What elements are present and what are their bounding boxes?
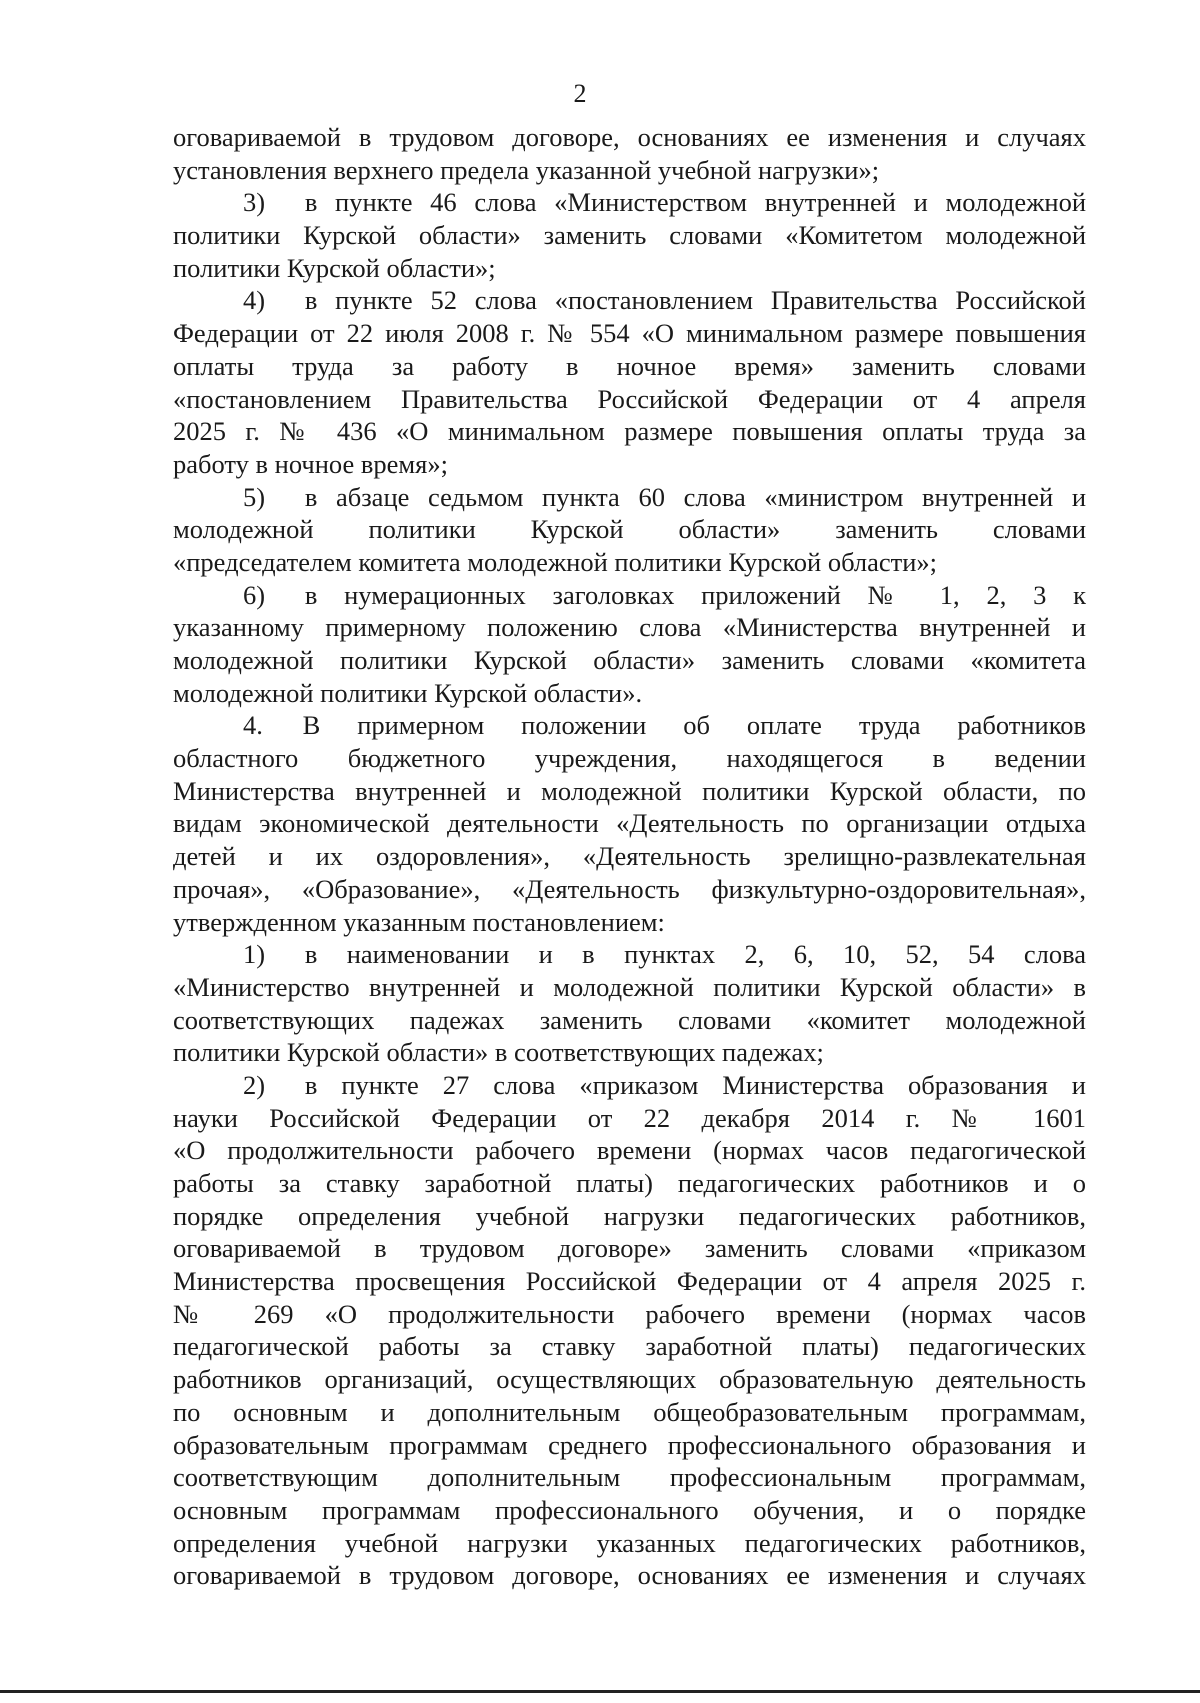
text-line: утвержденном указанным постановлением: [173, 906, 665, 937]
text-line: детей и их оздоровления», «Деятельность зрелищно-развлекательная [173, 841, 1086, 872]
text-line: политики Курской области»; [173, 252, 496, 283]
text-line: указанному примерному положению слова «Министерства внутренней и [173, 612, 1086, 643]
text-line: 1) в наименовании и в пунктах 2, 6, 10, 52, 54 слова [243, 939, 1086, 970]
text-line: 4) в пункте 52 слова «постановлением Правительства Российской [243, 285, 1086, 316]
text-line: науки Российской Федерации от 22 декабря 2014 г. № 1601 [173, 1102, 1086, 1133]
text-line: работы за ставку заработной платы) педагогических работников и о [173, 1168, 1086, 1198]
text-line: политики Курской области» в соответствующих падежах; [173, 1037, 824, 1068]
text-line: образовательным программам среднего профессионального образования и [173, 1429, 1086, 1460]
text-line: работников организаций, осуществляющих образовательную деятельность [173, 1364, 1086, 1395]
text-line: порядке определения учебной нагрузки педагогических работников, [173, 1200, 1086, 1231]
text-line: политики Курской области» заменить словами «Комитетом молодежной [173, 220, 1086, 251]
document-body [173, 121, 1086, 1592]
text-line: молодежной политики Курской области» заменить словами [173, 514, 1086, 545]
text-line: определения учебной нагрузки указанных педагогических работников, [173, 1527, 1086, 1558]
text-line: оговариваемой в трудовом договоре» заменить словами «приказом [173, 1233, 1086, 1264]
text-line: оговариваемой в трудовом договоре, основаниях ее изменения и случаях [173, 122, 1086, 152]
text-line: 6) в нумерационных заголовках приложений № 1, 2, 3 к [243, 579, 1086, 610]
page-bottom-edge [0, 1690, 1200, 1693]
text-line: «председателем комитета молодежной политики Курской области»; [173, 546, 938, 577]
text-line: работу в ночное время»; [173, 448, 448, 479]
text-line: областного бюджетного учреждения, находящегося в ведении [173, 743, 1086, 774]
text-line: установления верхнего предела указанной учебной нагрузки»; [173, 154, 880, 185]
text-line: 3) в пункте 46 слова «Министерством внутренней и молодежной [243, 187, 1086, 218]
text-line: «О продолжительности рабочего времени (нормах часов педагогической [173, 1135, 1086, 1166]
text-line: 2025 г. № 436 «О минимальном размере повышения оплаты труда за [173, 416, 1086, 447]
text-line: Федерации от 22 июля 2008 г. № 554 «О минимальном размере повышения [173, 318, 1086, 349]
page-number: 2 [573, 79, 587, 108]
text-line: соответствующих падежах заменить словами «комитет молодежной [173, 1004, 1086, 1035]
text-line: «Министерство внутренней и молодежной политики Курской области» в [173, 971, 1086, 1002]
text-line: 5) в абзаце седьмом пункта 60 слова «министром внутренней и [243, 481, 1086, 512]
text-line: по основным и дополнительным общеобразовательным программам, [173, 1396, 1086, 1427]
text-line: соответствующим дополнительным профессиональным программам, [173, 1462, 1086, 1493]
text-line: молодежной политики Курской области» заменить словами «комитета [173, 645, 1086, 675]
text-line: педагогической работы за ставку заработной платы) педагогических [173, 1331, 1086, 1362]
text-line: оплаты труда за работу в ночное время» заменить словами [173, 350, 1086, 381]
text-line: № 269 «О продолжительности рабочего времени (нормах часов [173, 1298, 1086, 1329]
text-line: видам экономической деятельности «Деятельность по организации отдыха [173, 808, 1086, 839]
text-line: оговариваемой в трудовом договоре, основаниях ее изменения и случаях [173, 1560, 1086, 1591]
text-line: прочая», «Образование», «Деятельность физкультурно-оздоровительная», [173, 873, 1086, 904]
text-line: Министерства внутренней и молодежной политики Курской области, по [173, 775, 1086, 806]
text-line: молодежной политики Курской области». [173, 677, 643, 708]
text-line: 4. В примерном положении об оплате труда работников [243, 710, 1086, 741]
text-line: 2) в пункте 27 слова «приказом Министерства образования и [243, 1069, 1086, 1100]
text-line: Министерства просвещения Российской Федерации от 4 апреля 2025 г. [173, 1266, 1086, 1297]
text-line: «постановлением Правительства Российской Федерации от 4 апреля [173, 383, 1086, 414]
text-line: основным программам профессионального обучения, и о порядке [173, 1494, 1086, 1525]
